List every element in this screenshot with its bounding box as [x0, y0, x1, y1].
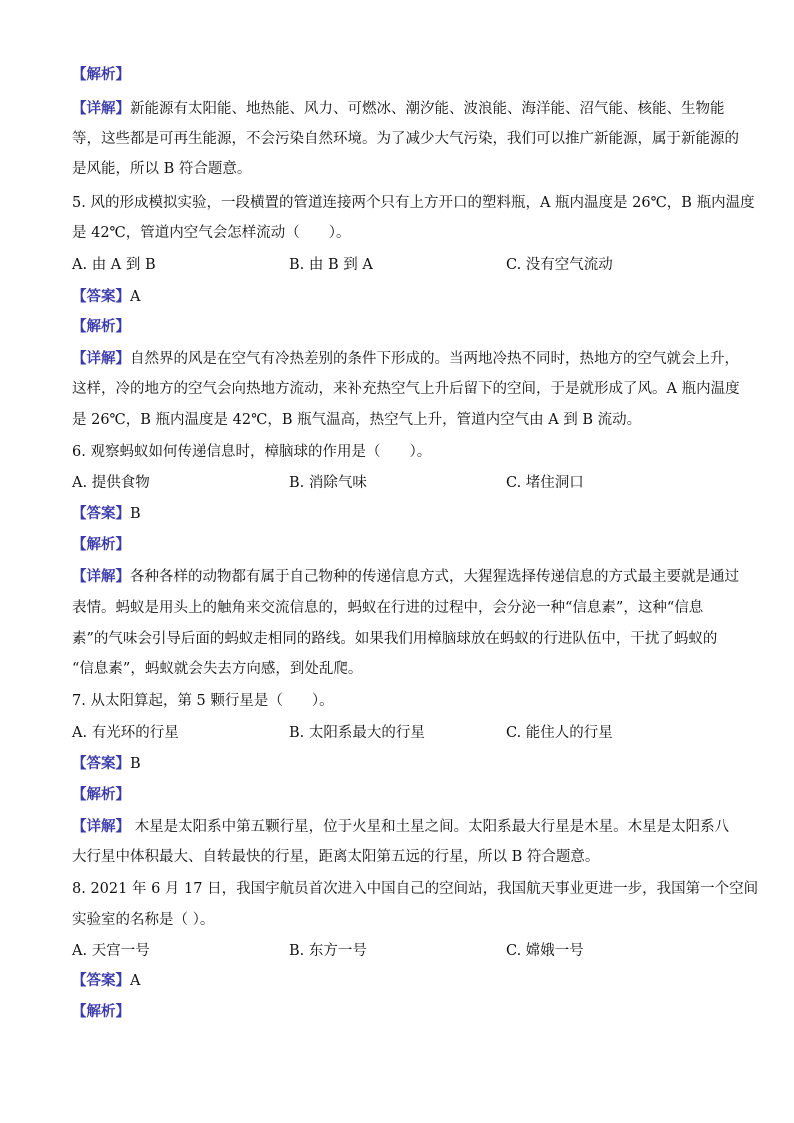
detail-line: 【详解】新能源有太阳能、地热能、风力、可燃冰、潮汐能、波浪能、海洋能、沼气能、核能、生物能 — [72, 101, 725, 117]
analysis-label: 【解析】 — [72, 787, 130, 803]
analysis-label: 【解析】 — [72, 1004, 130, 1020]
detail-line: 【详解】各种各样的动物都有属于自己物种的传递信息方式，大猩猩选择传递信息的方式最主要就是通过 — [72, 569, 739, 585]
question-6-option-a: A. 提供食物 — [72, 475, 150, 491]
question-7-option-a: A. 有光环的行星 — [72, 725, 179, 741]
question-8-option-b: B. 东方一号 — [289, 943, 367, 959]
analysis-label: 【解析】 — [72, 319, 130, 335]
question-6-stem: 6. 观察蚂蚁如何传递信息时，樟脑球的作用是（ ）。 — [72, 444, 432, 460]
detail-line: 是风能，所以 B 符合题意。 — [72, 161, 252, 177]
detail-line: 等，这些都是可再生能源，不会污染自然环境。为了减少大气污染，我们可以推广新能源，属于新能源的 — [72, 131, 739, 147]
question-6-option-c: C. 堵住洞口 — [506, 475, 584, 491]
detail-line: 【详解】自然界的风是在空气有冷热差别的条件下形成的。当两地冷热不同时，热地方的空气就会上升， — [72, 351, 739, 367]
question-7-option-c: C. 能住人的行星 — [506, 725, 613, 741]
question-5-option-a: A. 由 A 到 B — [72, 257, 156, 273]
question-5-stem: 是 42℃，管道内空气会怎样流动（ ）。 — [72, 225, 351, 241]
question-8-answer: 【答案】A — [72, 973, 141, 989]
question-6-option-b: B. 消除气味 — [289, 475, 367, 491]
question-8-option-a: A. 天宫一号 — [72, 943, 150, 959]
question-8-stem: 实验室的名称是（ ）。 — [72, 912, 215, 928]
detail-line: 是 26℃，B 瓶内温度是 42℃，B 瓶气温高，热空气上升，管道内空气由 A 到 B 流动。 — [72, 412, 642, 428]
question-5-answer: 【答案】A — [72, 289, 141, 305]
question-8-stem: 8. 2021 年 6 月 17 日，我国宇航员首次进入中国自己的空间站，我国航天事业更进一步，我国第一个空间 — [72, 881, 759, 897]
analysis-label: 【解析】 — [72, 67, 130, 83]
detail-line: 素”的气味会引导后面的蚂蚁走相同的路线。如果我们用樟脑球放在蚂蚁的行进队伍中，干扰了蚂蚁的 — [72, 631, 718, 647]
question-5-option-b: B. 由 B 到 A — [289, 257, 373, 273]
detail-line: 表情。蚂蚁是用头上的触角来交流信息的，蚂蚁在行进的过程中，会分泌一种“信息素”，这种“信息 — [72, 600, 704, 616]
detail-line: “信息素”，蚂蚁就会失去方向感，到处乱爬。 — [72, 661, 363, 677]
detail-line: 这样，冷的地方的空气会向热地方流动，来补充热空气上升后留下的空间，于是就形成了风。A 瓶内温度 — [72, 381, 740, 397]
question-5-option-c: C. 没有空气流动 — [506, 257, 613, 273]
question-8-option-c: C. 嫦娥一号 — [506, 943, 584, 959]
analysis-label: 【解析】 — [72, 537, 130, 553]
question-6-answer: 【答案】B — [72, 506, 141, 522]
question-7-stem: 7. 从太阳算起，第 5 颗行星是（ ）。 — [72, 693, 334, 709]
question-5-stem: 5. 风的形成模拟实验，一段横置的管道连接两个只有上方开口的塑料瓶，A 瓶内温度是 26℃，B 瓶内温度 — [72, 195, 755, 211]
question-7-option-b: B. 太阳系最大的行星 — [289, 725, 425, 741]
detail-line: 【详解】 木星是太阳系中第五颗行星，位于火星和土星之间。太阳系最大行星是木星。木星是太阳系八 — [72, 819, 730, 835]
detail-line: 大行星中体积最大、自转最快的行星，距离太阳第五远的行星，所以 B 符合题意。 — [72, 849, 600, 865]
question-7-answer: 【答案】B — [72, 756, 141, 772]
